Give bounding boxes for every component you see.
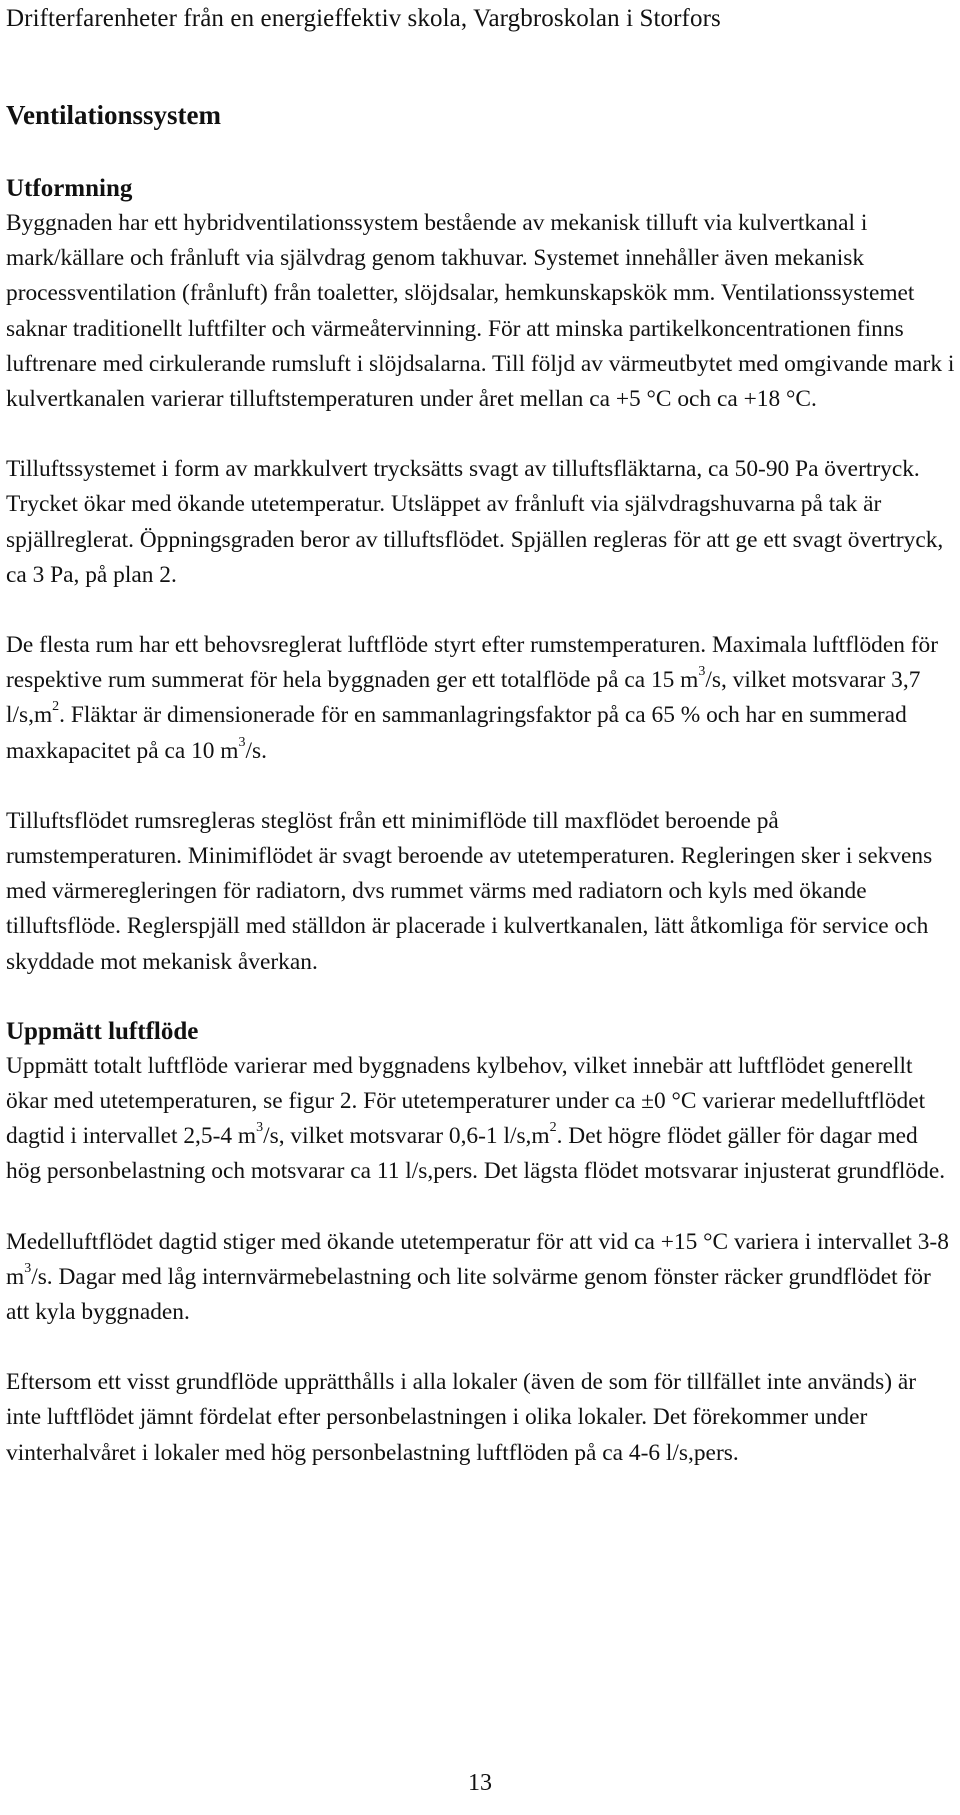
paragraph-measured-3: Eftersom ett visst grundflöde upprätthålls i alla lokaler (även de som för tillfället inte används) är inte luftflödet jämnt fördelat efter personbelastningen i olika lokaler. Det förekommer under vinterhalvåret i lokaler med hög personbelastning luftflöden på ca 4-6 l/s,pers. (6, 1369, 917, 1466)
superscript: 3 (698, 664, 706, 680)
superscript: 3 (256, 1120, 264, 1136)
paragraph-design-2: Tilluftssystemet i form av markkulvert trycksätts svagt av tilluftsfläktarna, ca 50-90 Pa övertryck. Trycket ökar med ökande utetemperatur. Utsläppet av frånluft via självdragshuvarna på tak är spjällreglerat. Öppningsgraden beror av tilluftsflödet. Spjällen regleras för att ge ett svagt övertryck, ca 3 Pa, på plan 2. (6, 456, 944, 588)
paragraph-measured-1 (6, 1049, 956, 1190)
text-run: . Fläktar är dimensionerade för en sammanlagringsfaktor på ca 65 % och har en summerad maxkapacitet på ca 10 m (6, 702, 907, 764)
text-run: Medelluftflödet dagtid stiger med ökande utetemperatur för att vid ca +15 °C variera i intervallet 3-8 m (6, 1228, 949, 1290)
superscript: 2 (52, 699, 60, 715)
paragraph-design-1: Byggnaden har ett hybridventilationssystem bestående av mekanisk tilluft via kulvertkanal i mark/källare och frånluft via självdrag genom takhuvar. Systemet innehåller även mekanisk processventilation (frånluft) från toaletter, slöjdsalar, hemkunskapskök mm. Ventilationssystemet saknar traditionellt luftfilter och värmeåtervinning. För att minska partikelkoncentrationen finns luftrenare med cirkulerande rumsluft i slöjdsalarna. Till följd av värmeutbytet med omgivande mark i kulvertkanalen varierar tilluftstemperaturen under året mellan ca +5 °C och ca +18 °C. (6, 210, 955, 413)
text-run: /s, vilket motsvarar 0,6-1 l/s,m (263, 1123, 550, 1150)
page-number: 13 (468, 1770, 492, 1796)
superscript: 2 (549, 1120, 557, 1136)
text-run: /s. (245, 737, 267, 764)
paragraph-design-4: Tilluftsflödet rumsregleras steglöst från ett minimiflöde till maxflödet beroende på rumstemperaturen. Minimiflödet är svagt beroende av utetemperaturen. Regleringen sker i sekvens med värmeregleringen för radiatorn, dvs rummet värms med radiatorn och kyls med ökande tilluftsflöde. Reglerspjäll med ställdon är placerade i kulvertkanalen, lätt åtkomliga för service och skyddade mot mekanisk åverkan. (6, 807, 933, 975)
page-content (6, 98, 956, 1471)
paragraph-design-3 (6, 628, 956, 769)
superscript: 3 (238, 734, 246, 750)
text-run: . Det högre flödet gäller för dagar med hög personbelastning och motsvarar ca 11 l/s,pers. Det lägsta flödet motsvarar injusterat grundflöde. (6, 1123, 946, 1185)
running-header: Drifterfarenheter från en energieffektiv skola, Vargbroskolan i Storfors (6, 5, 721, 32)
text-run: De flesta rum har ett behovsreglerat luftflöde styrt efter rumstemperaturen. Maximala luftflöden för respektive rum summerat för hela byggnaden ger ett totalflöde på ca 15 m (6, 632, 939, 694)
text-run: Uppmätt totalt luftflöde varierar med byggnadens kylbehov, vilket innebär att luftflödet generellt ökar med utetemperaturen, se figur 2. För utetemperaturer under ca ±0 °C varierar medelluftflödet dagtid i intervallet 2,5-4 m (6, 1052, 926, 1150)
text-run: /s, vilket motsvarar 3,7 l/s,m (6, 667, 921, 729)
paragraph-measured-2 (6, 1225, 956, 1331)
text-run: /s. Dagar med låg internvärmebelastning och lite solvärme genom fönster räcker grundflödet för att kyla byggnaden. (6, 1263, 931, 1326)
superscript: 3 (24, 1260, 32, 1276)
subheading-design: Utformning (6, 175, 133, 202)
subheading-measured: Uppmätt luftflöde (6, 1017, 199, 1045)
section-title: Ventilationssystem (6, 100, 222, 130)
